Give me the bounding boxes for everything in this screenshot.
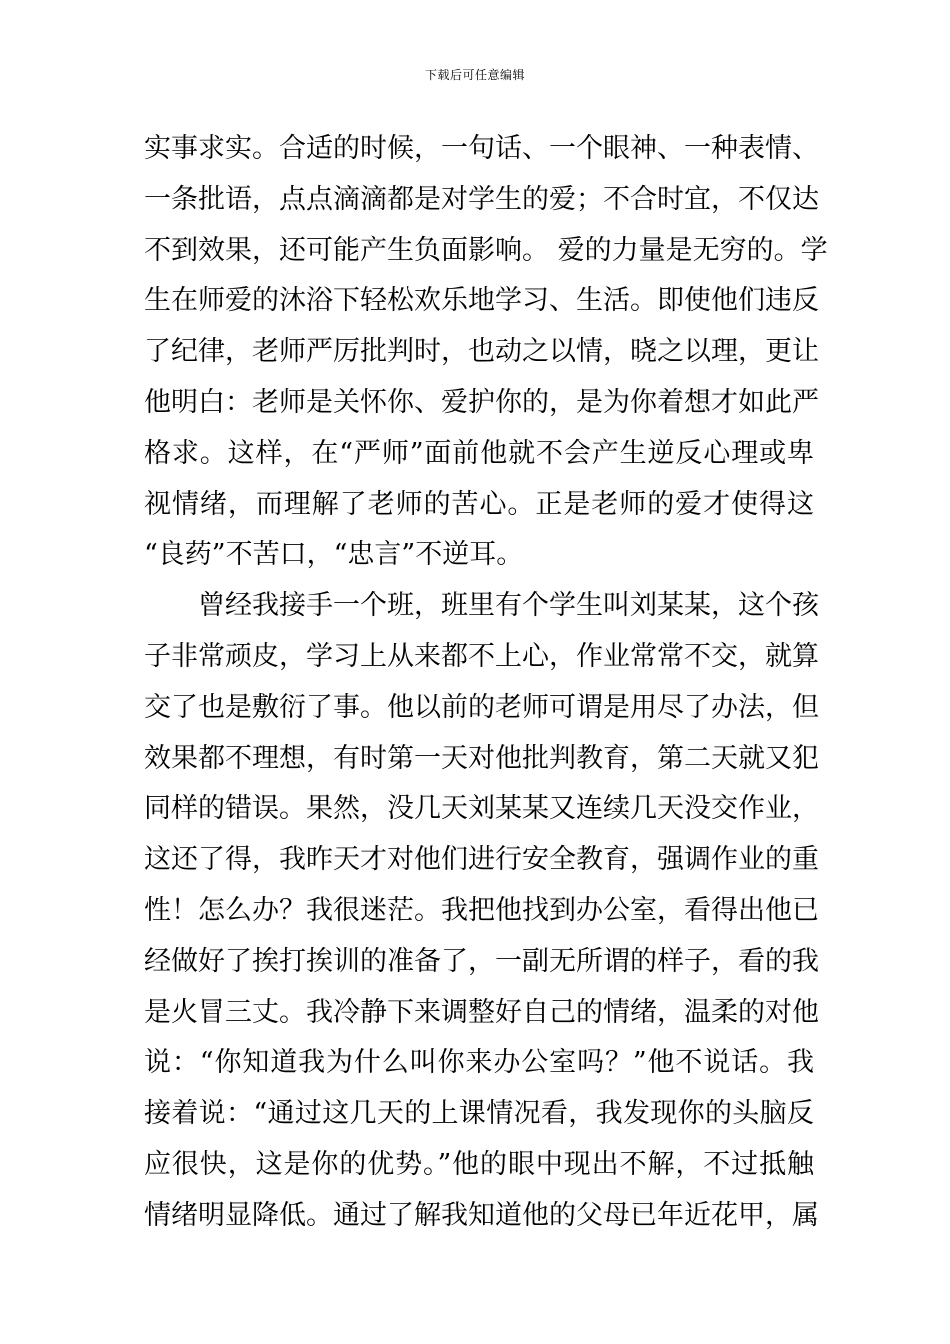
text-line: 应很快，这是你的优势。”他的眼中现出不解，不过抵触 xyxy=(144,1148,814,1180)
text-line-paragraph-end: “良药”不苦口，“忠言”不逆耳。 xyxy=(144,539,524,571)
text-line: 情绪明显降低。通过了解我知道他的父母已年近花甲，属 xyxy=(144,1199,819,1231)
text-line: 不到效果，还可能产生负面影响。 爱的力量是无穷的。学 xyxy=(144,234,828,266)
text-line: 实事求实。合适的时候，一句话、一个眼神、一种表情、 xyxy=(144,133,819,164)
text-line: 接着说：“通过这几天的上课情况看，我发现你的头脑反 xyxy=(144,1098,814,1130)
text-line: 格求。这样，在“严师”面前他就不会产生逆反心理或卑 xyxy=(144,437,814,469)
text-line: 视情绪，而理解了老师的苦心。正是老师的爱才使得这 xyxy=(144,488,814,520)
document-body xyxy=(144,124,828,1242)
text-line-paragraph-start: 曾经我接手一个班，班里有个学生叫刘某某，这个孩 xyxy=(198,590,819,622)
text-line: 他明白：老师是关怀你、爱护你的，是为你着想才如此严 xyxy=(144,386,819,418)
text-line: 一条批语，点点滴滴都是对学生的爱；不合时宜，不仅达 xyxy=(144,183,819,215)
page-header: 下载后可任意编辑 xyxy=(424,68,525,82)
text-line: 这还了得，我昨天才对他们进行安全教育，强调作业的重 xyxy=(144,844,819,876)
text-line: 了纪律，老师严厉批判时，也动之以情，晓之以理，更让 xyxy=(144,336,819,368)
text-line: 同样的错误。果然，没几天刘某某又连续几天没交作业， xyxy=(144,793,819,825)
text-line: 交了也是敷衍了事。他以前的老师可谓是用尽了办法，但 xyxy=(144,691,819,723)
text-line: 子非常顽皮，学习上从来都不上心，作业常常不交，就算 xyxy=(144,640,819,672)
text-line: 是火冒三丈。我冷静下来调整好自己的情绪，温柔的对他 xyxy=(144,996,819,1028)
text-line: 性！怎么办？我很迷茫。我把他找到办公室，看得出他已 xyxy=(144,894,819,926)
text-line: 说：“你知道我为什么叫你来办公室吗？”他不说话。我 xyxy=(144,1047,814,1079)
text-line: 生在师爱的沐浴下轻松欢乐地学习、生活。即使他们违反 xyxy=(144,285,819,317)
text-line: 效果都不理想，有时第一天对他批判教育，第二天就又犯 xyxy=(144,742,819,774)
text-line: 经做好了挨打挨训的准备了，一副无所谓的样子，看的我 xyxy=(144,945,819,977)
